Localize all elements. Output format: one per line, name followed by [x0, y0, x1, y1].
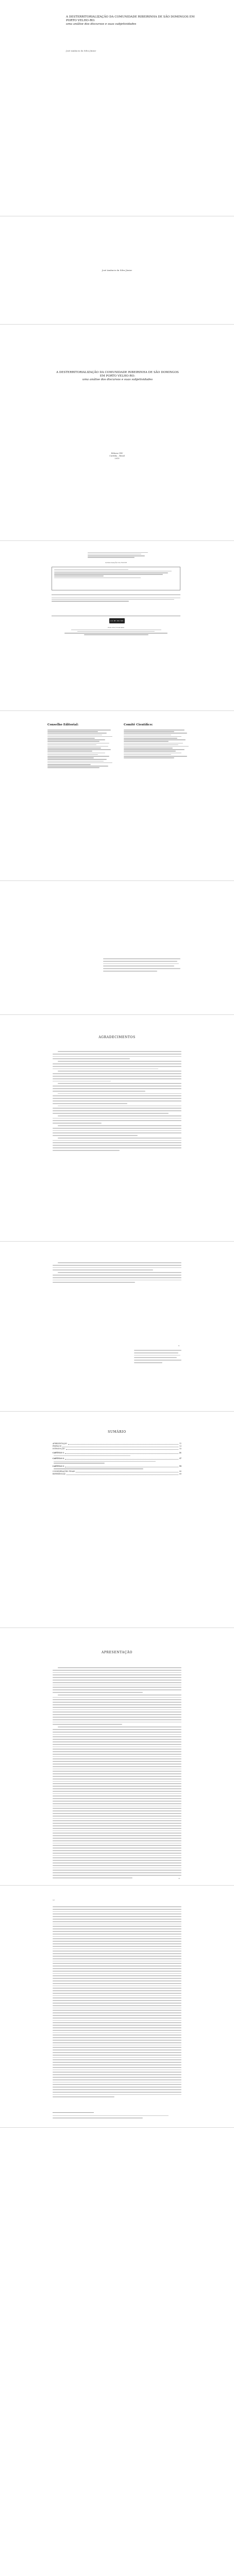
- toc-entry[interactable]: CONSIDERAÇÕES FINAIS 85: [53, 1470, 181, 1472]
- editorial-board-list: [47, 730, 120, 768]
- cover-page: [0, 0, 234, 216]
- title-page-title: [56, 371, 179, 382]
- acknowledgements-page: [0, 1015, 234, 1242]
- toc-chapter-3-title: [53, 1468, 181, 1469]
- toc-title: SUMÁRIO: [108, 1430, 126, 1434]
- toc-entry[interactable]: INTRODUÇÃO 15: [53, 1448, 181, 1450]
- editorial-board-title: Conselho Editorial:: [47, 723, 79, 726]
- catalog-card: [52, 567, 180, 590]
- title-page: [0, 325, 234, 541]
- cover-author: José Amâncio da Silva Júnior: [66, 49, 96, 52]
- title-page-imprint: [0, 452, 234, 460]
- dedication-text: [103, 958, 180, 973]
- title-page-main: A DESTERRITORIALIZAÇÃO DA COMUNIDADE RIBEIRINHA DE SÃO DOMINGOS EM PORTO VELHO-RO:: [56, 371, 179, 378]
- apresentacao-page: [0, 1628, 234, 1886]
- scientific-committee: [124, 723, 196, 759]
- half-title-page: [0, 216, 234, 325]
- footnotes: [53, 2115, 181, 2120]
- footnote-rule: [53, 2112, 94, 2113]
- cover-title-main: A DESTERRITORIALIZAÇÃO DA COMUNIDADE RIBEIRINHA DE SÃO DOMINGOS EM PORTO VELHO-RO:: [66, 15, 195, 22]
- toc-list: [53, 1443, 181, 1476]
- trailing-space: [0, 2128, 234, 2143]
- apresentacao-text: [53, 1667, 181, 1880]
- editorial-board: [47, 723, 120, 769]
- toc-chapter-2-title: [53, 1461, 181, 1464]
- rights-block: [52, 597, 180, 602]
- toc-entry[interactable]: APRESENTAÇÃO 11: [53, 1443, 181, 1445]
- scientific-committee-list: [124, 730, 196, 758]
- page-number: 12: [53, 1899, 55, 1901]
- page-number: 9: [178, 1345, 179, 1347]
- creative-commons-badge: CC BY NC ND: [109, 618, 125, 623]
- epigraph-body: [53, 1262, 181, 1284]
- credits-block: [88, 551, 155, 558]
- catalog-page: [0, 541, 234, 711]
- dedication-page: [0, 881, 234, 1015]
- publisher-name: Editora CRV: [111, 452, 123, 454]
- table-of-contents-page: [0, 1412, 234, 1628]
- cover-subtitle: uma análise dos discursos e suas subjetividades: [66, 23, 137, 26]
- toc-entry-chapter-2[interactable]: CAPÍTULO 2 37: [53, 1458, 181, 1460]
- toc-entry-chapter-3[interactable]: CAPÍTULO 3 55: [53, 1465, 181, 1467]
- epigraph-quote: [134, 1350, 181, 1365]
- text-page-12: [0, 1886, 234, 2128]
- body-text: [53, 1906, 181, 2099]
- publisher-info: [52, 626, 180, 636]
- toc-chapter-1-title: [53, 1455, 181, 1456]
- cover-title: [66, 15, 200, 26]
- apresentacao-title: APRESENTAÇÃO: [101, 1651, 133, 1654]
- publication-year: 2019: [114, 457, 120, 460]
- toc-entry-chapter-1[interactable]: CAPÍTULO 1 21: [53, 1452, 181, 1454]
- acknowledgements-text: [53, 1051, 181, 1153]
- editorial-board-page: [0, 711, 234, 881]
- epigraph-page: [0, 1242, 234, 1412]
- acknowledgements-title: AGRADECIMENTOS: [98, 1036, 136, 1039]
- toc-entry[interactable]: REFERÊNCIAS 89: [53, 1472, 181, 1475]
- scientific-committee-title: Comitê Científico:: [124, 723, 153, 726]
- title-page-subtitle: uma análise dos discursos e suas subjetividades: [82, 378, 153, 381]
- license-note: Esta obra é licenciada: [108, 626, 124, 629]
- catalog-header: CATALOGAÇÃO NA FONTE: [105, 562, 127, 564]
- toc-entry[interactable]: PREFÁCIO 13: [53, 1445, 181, 1447]
- page-number: 11: [178, 1877, 180, 1879]
- half-title-author: José Amâncio da Silva Júnior: [102, 269, 132, 272]
- publisher-city: Curitiba – Brasil: [109, 455, 125, 457]
